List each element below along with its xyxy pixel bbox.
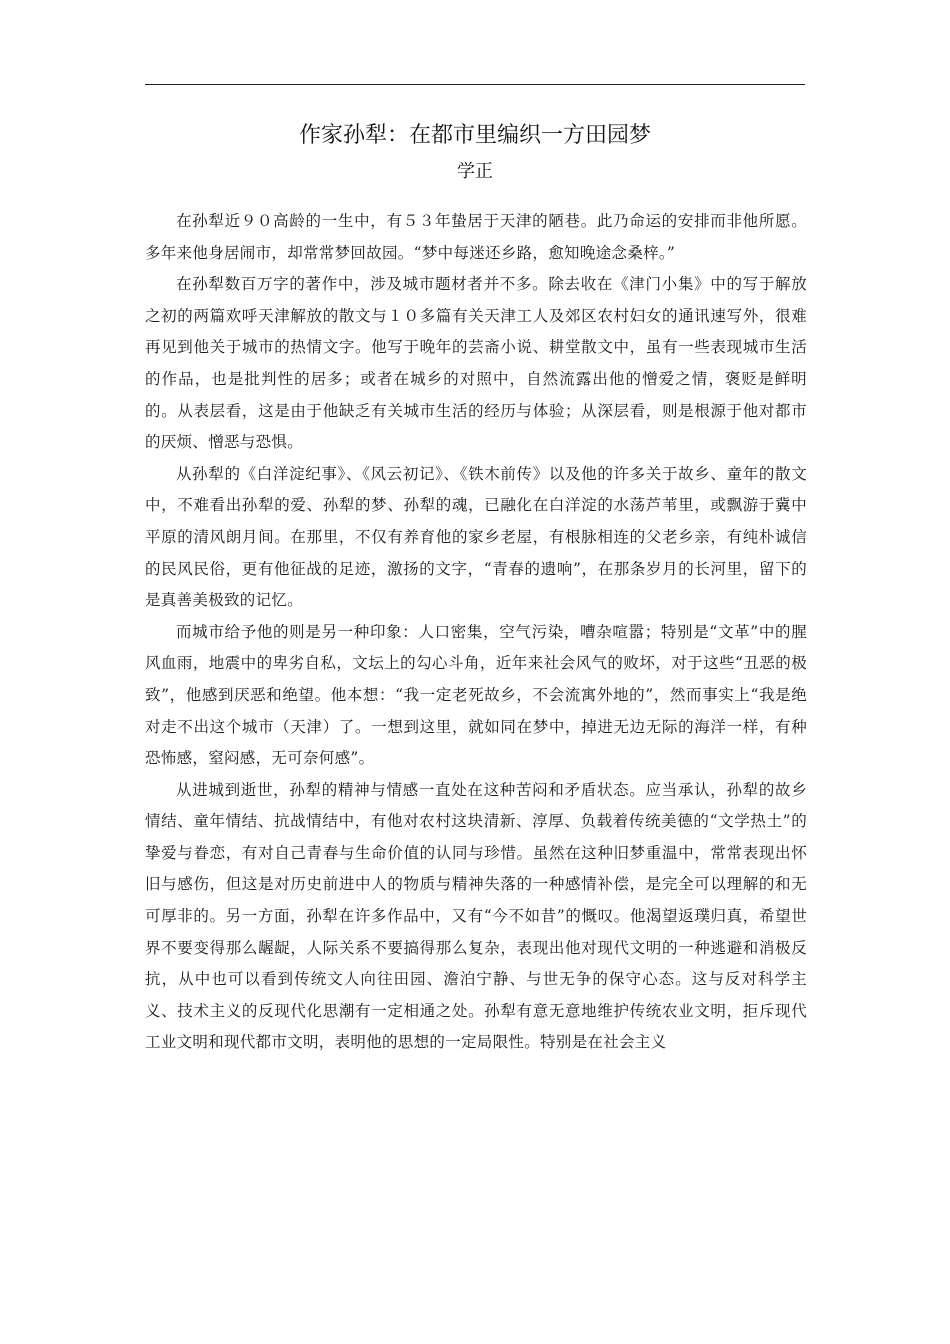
paragraph: 从孙犁的《白洋淀纪事》、《风云初记》、《铁木前传》以及他的许多关于故乡、童年的散文中，不难看出孙犁的爱、孙犁的梦、孙犁的魂，已融化在白洋淀的水荡芦苇里，或飘游于冀中平原的清风朗月间。在那里，不仅有养育他的家乡老屋，有根脉相连的父老乡亲，有纯朴诚信的民风民俗，更有他征战的足迹，激扬的文字，“青春的遗响”，在那条岁月的长河里，留下的是真善美极致的记忆。 xyxy=(145,464,807,610)
article-author: 学正 xyxy=(457,161,493,182)
article-body xyxy=(145,206,807,1059)
paragraph: 在孙犁数百万字的著作中，涉及城市题材者并不多。除去收在《津门小集》中的写于解放之初的两篇欢呼天津解放的散文与１０多篇有关天津工人及郊区农村妇女的通讯速写外，很难再见到他关于城市的热情文字。他写于晚年的芸斋小说、耕堂散文中，虽有一些表现城市生活的作品，也是批判性的居多；或者在城乡的对照中，自然流露出他的憎爱之情，褒贬是鲜明的。从表层看，这是由于他缺乏有关城市生活的经历与体验；从深层看，则是根源于他对都市的厌烦、憎恶与恐惧。 xyxy=(145,275,807,452)
paragraph: 而城市给予他的则是另一种印象：人口密集，空气污染，嘈杂喧嚣；特别是“文革”中的腥风血雨，地震中的卑劣自私，文坛上的勾心斗角，近年来社会风气的败坏，对于这些“丑恶的极致”，他感到厌恶和绝望。他本想：“我一定老死故乡，不会流寓外地的”，然而事实上“我是绝对走不出这个城市（天津）了。一想到这里，就如同在梦中，掉进无边无际的海洋一样，有种恐怖感，窒闷感，无可奈何感”。 xyxy=(145,622,807,768)
paragraph: 在孙犁近９０高龄的一生中，有５３年蛰居于天津的陋巷。此乃命运的安排而非他所愿。多年来他身居闹市，却常常梦回故园。“梦中每迷还乡路，愈知晚途念桑梓。” xyxy=(145,212,807,262)
article-title: 作家孙犁：在都市里编织一方田园梦 xyxy=(298,123,651,148)
header-rule xyxy=(145,84,805,85)
paragraph: 从进城到逝世，孙犁的精神与情感一直处在这种苦闷和矛盾状态。应当承认，孙犁的故乡情结、童年情结、抗战情结中，有他对农村这块清新、淳厚、负载着传统美德的“文学热土”的挚爱与眷恋，有对自己青春与生命价值的认同与珍惜。虽然在这种旧梦重温中，常常表现出怀旧与感伤，但这是对历史前进中人的物质与精神失落的一种感情补偿，是完全可以理解的和无可厚非的。另一方面，孙犁在许多作品中，又有“今不如昔”的慨叹。他渴望返璞归真，希望世界不要变得那么龌龊，人际关系不要搞得那么复杂，表现出他对现代文明的一种逃避和消极反抗，从中也可以看到传统文人向往田园、澹泊宁静、与世无争的保守心态。这与反对科学主义、技术主义的反现代化思潮有一定相通之处。孙犁有意无意地维护传统农业文明，拒斥现代工业文明和现代都市文明，表明他的思想的一定局限性。特别是在社会主义 xyxy=(145,780,807,1052)
